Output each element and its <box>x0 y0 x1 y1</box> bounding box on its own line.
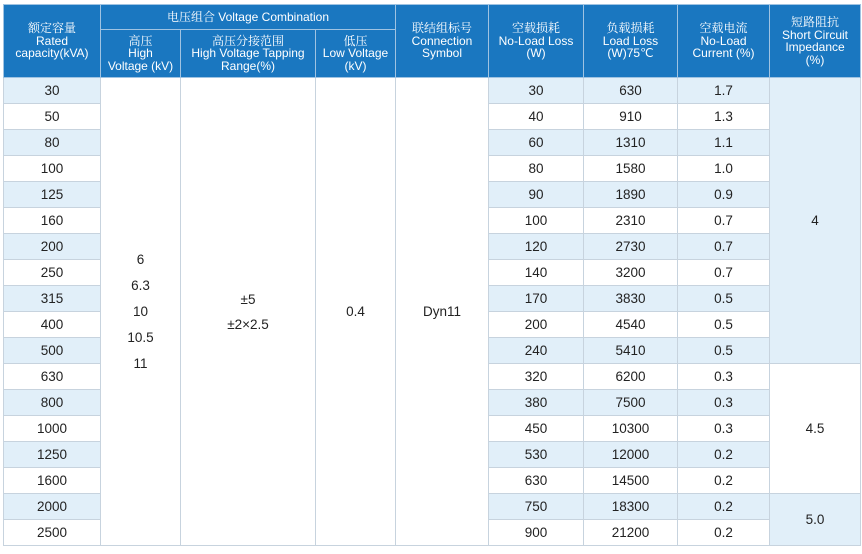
no-load-loss-cell: 30 <box>489 78 584 104</box>
no-load-current-cell: 0.2 <box>678 520 770 546</box>
no-load-loss-cell: 750 <box>489 494 584 520</box>
no-load-loss-cell: 90 <box>489 182 584 208</box>
no-load-current-cell: 0.7 <box>678 260 770 286</box>
capacity-cell: 80 <box>4 130 101 156</box>
impedance-group-value: 4 <box>770 78 861 364</box>
load-loss-cell: 10300 <box>584 416 678 442</box>
no-load-loss-cell: 530 <box>489 442 584 468</box>
tapping-range-value: ±2×2.5 <box>227 316 269 332</box>
high-voltage-value: 10 <box>132 303 149 319</box>
capacity-cell: 160 <box>4 208 101 234</box>
no-load-current-cell: 1.0 <box>678 156 770 182</box>
no-load-loss-cell: 630 <box>489 468 584 494</box>
load-loss-cell: 910 <box>584 104 678 130</box>
no-load-loss-cell: 60 <box>489 130 584 156</box>
no-load-current-cell: 0.5 <box>678 338 770 364</box>
capacity-cell: 50 <box>4 104 101 130</box>
connection-symbol-value: Dyn11 <box>396 78 489 546</box>
capacity-cell: 315 <box>4 286 101 312</box>
no-load-current-cell: 1.3 <box>678 104 770 130</box>
header-tapping-range: 高压分接范围 High Voltage Tapping Range(%) <box>181 30 316 78</box>
header-high-voltage: 高压 High Voltage (kV) <box>101 30 181 78</box>
no-load-current-cell: 0.5 <box>678 286 770 312</box>
capacity-cell: 500 <box>4 338 101 364</box>
no-load-current-cell: 0.7 <box>678 208 770 234</box>
load-loss-cell: 2310 <box>584 208 678 234</box>
header-load-loss: 负载损耗 Load Loss (W)75℃ <box>584 5 678 78</box>
header-impedance: 短路阻抗 Short Circuit Impedance (%) <box>770 5 861 78</box>
high-voltage-values <box>101 78 181 546</box>
no-load-current-cell: 0.3 <box>678 416 770 442</box>
impedance-group-value: 4.5 <box>770 364 861 494</box>
load-loss-cell: 1580 <box>584 156 678 182</box>
no-load-loss-cell: 170 <box>489 286 584 312</box>
header-connection-symbol: 联结组标号 Connection Symbol <box>396 5 489 78</box>
table-body <box>4 78 861 546</box>
capacity-cell: 400 <box>4 312 101 338</box>
no-load-loss-cell: 900 <box>489 520 584 546</box>
load-loss-cell: 18300 <box>584 494 678 520</box>
no-load-loss-cell: 240 <box>489 338 584 364</box>
load-loss-cell: 14500 <box>584 468 678 494</box>
load-loss-cell: 2730 <box>584 234 678 260</box>
header-capacity: 额定容量 Rated capacity(kVA) <box>4 5 101 78</box>
no-load-current-cell: 0.3 <box>678 364 770 390</box>
no-load-loss-cell: 450 <box>489 416 584 442</box>
tapping-range-values <box>181 78 316 546</box>
capacity-cell: 1600 <box>4 468 101 494</box>
load-loss-cell: 4540 <box>584 312 678 338</box>
capacity-cell: 125 <box>4 182 101 208</box>
high-voltage-value: 10.5 <box>127 329 154 345</box>
load-loss-cell: 5410 <box>584 338 678 364</box>
capacity-cell: 1000 <box>4 416 101 442</box>
no-load-loss-cell: 40 <box>489 104 584 130</box>
load-loss-cell: 7500 <box>584 390 678 416</box>
no-load-current-cell: 0.7 <box>678 234 770 260</box>
load-loss-cell: 1890 <box>584 182 678 208</box>
capacity-cell: 100 <box>4 156 101 182</box>
high-voltage-value: 11 <box>133 355 148 371</box>
low-voltage-value: 0.4 <box>316 78 396 546</box>
load-loss-cell: 6200 <box>584 364 678 390</box>
tapping-range-value: ±5 <box>240 291 256 307</box>
no-load-current-cell: 0.2 <box>678 494 770 520</box>
load-loss-cell: 21200 <box>584 520 678 546</box>
no-load-loss-cell: 140 <box>489 260 584 286</box>
header-no-load-loss: 空载损耗 No-Load Loss (W) <box>489 5 584 78</box>
no-load-current-cell: 1.7 <box>678 78 770 104</box>
no-load-loss-cell: 80 <box>489 156 584 182</box>
high-voltage-value: 6 <box>136 251 145 267</box>
no-load-loss-cell: 380 <box>489 390 584 416</box>
load-loss-cell: 3200 <box>584 260 678 286</box>
load-loss-cell: 630 <box>584 78 678 104</box>
load-loss-cell: 12000 <box>584 442 678 468</box>
high-voltage-value: 6.3 <box>131 277 150 293</box>
no-load-current-cell: 0.3 <box>678 390 770 416</box>
no-load-current-cell: 0.9 <box>678 182 770 208</box>
no-load-loss-cell: 200 <box>489 312 584 338</box>
no-load-loss-cell: 320 <box>489 364 584 390</box>
capacity-cell: 250 <box>4 260 101 286</box>
capacity-cell: 630 <box>4 364 101 390</box>
impedance-group-value: 5.0 <box>770 494 861 546</box>
capacity-cell: 200 <box>4 234 101 260</box>
transformer-spec-table <box>3 4 861 546</box>
no-load-loss-cell: 100 <box>489 208 584 234</box>
capacity-cell: 800 <box>4 390 101 416</box>
capacity-cell: 2500 <box>4 520 101 546</box>
no-load-current-cell: 1.1 <box>678 130 770 156</box>
table-row <box>4 78 861 104</box>
no-load-current-cell: 0.5 <box>678 312 770 338</box>
header-voltage-combination: 电压组合 Voltage Combination <box>101 5 396 30</box>
capacity-cell: 30 <box>4 78 101 104</box>
no-load-current-cell: 0.2 <box>678 442 770 468</box>
load-loss-cell: 3830 <box>584 286 678 312</box>
capacity-cell: 1250 <box>4 442 101 468</box>
header-no-load-current: 空载电流 No-Load Current (%) <box>678 5 770 78</box>
load-loss-cell: 1310 <box>584 130 678 156</box>
header-low-voltage: 低压 Low Voltage (kV) <box>316 30 396 78</box>
capacity-cell: 2000 <box>4 494 101 520</box>
no-load-loss-cell: 120 <box>489 234 584 260</box>
no-load-current-cell: 0.2 <box>678 468 770 494</box>
